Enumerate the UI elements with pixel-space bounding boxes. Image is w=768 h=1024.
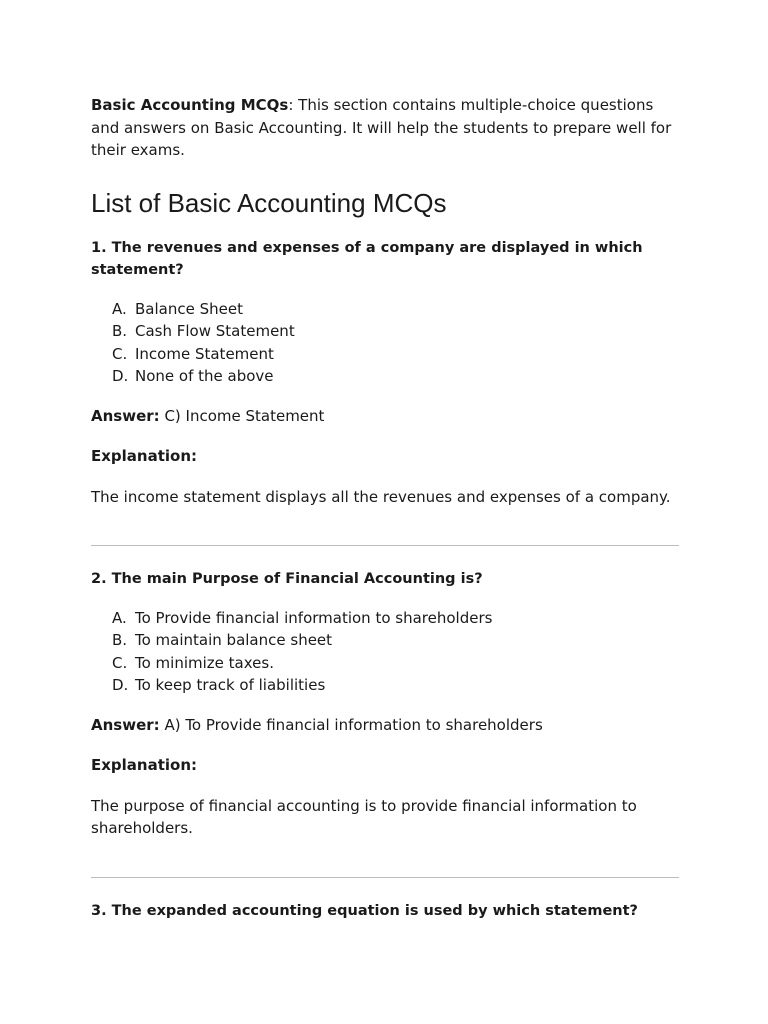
question-2: 2. The main Purpose of Financial Accounting is? — [91, 571, 483, 587]
option-item — [112, 652, 681, 675]
option-text: Income Statement — [135, 344, 274, 363]
divider — [91, 877, 679, 878]
option-letter: B. — [112, 631, 128, 649]
question-3: 3. The expanded accounting equation is used by which statement? — [91, 902, 638, 919]
intro-text: : This section contains multiple-choice questions and answers on Basic Accounting. It will help the students to prepare well for their exams. — [91, 96, 672, 159]
option-letter: B. — [112, 322, 128, 340]
question-2-options — [91, 607, 681, 697]
answer-text: C) Income Statement — [164, 406, 325, 425]
explanation-label: Explanation: — [91, 447, 198, 465]
option-item — [112, 629, 681, 652]
option-letter: A. — [112, 299, 127, 318]
option-text: To Provide financial information to shareholders — [135, 608, 493, 627]
answer-2 — [91, 714, 681, 737]
option-letter: A. — [112, 608, 127, 627]
option-text: To keep track of liabilities — [135, 676, 326, 694]
answer-label: Answer: — [91, 715, 160, 734]
option-letter: D. — [112, 367, 129, 385]
explanation-label: Explanation: — [91, 756, 198, 774]
question-1-options — [91, 298, 681, 388]
answer-label: Answer: — [91, 406, 160, 425]
option-item — [112, 320, 681, 343]
answer-text: A) To Provide financial information to shareholders — [164, 715, 543, 734]
option-text: None of the above — [135, 367, 274, 385]
explanation-1: The income statement displays all the revenues and expenses of a company. — [91, 487, 671, 506]
explanation-2: The purpose of financial accounting is to provide financial information to shareholders. — [91, 796, 637, 837]
option-text: Cash Flow Statement — [135, 322, 295, 340]
page-heading: List of Basic Accounting MCQs — [91, 187, 447, 218]
document-page — [91, 94, 681, 922]
option-text: To maintain balance sheet — [135, 631, 333, 649]
divider — [91, 545, 679, 546]
option-letter: C. — [112, 344, 128, 363]
intro-title: Basic Accounting MCQs — [91, 96, 289, 114]
answer-1 — [91, 405, 681, 428]
option-item — [112, 298, 681, 321]
option-letter: C. — [112, 653, 128, 672]
intro-paragraph — [91, 94, 681, 162]
option-text: To minimize taxes. — [135, 653, 274, 672]
option-item — [112, 674, 681, 697]
option-letter: D. — [112, 676, 129, 694]
option-item — [112, 343, 681, 366]
option-item — [112, 607, 681, 630]
option-text: Balance Sheet — [135, 299, 243, 318]
option-item — [112, 365, 681, 388]
question-1: 1. The revenues and expenses of a company are displayed in which statement? — [91, 239, 643, 278]
